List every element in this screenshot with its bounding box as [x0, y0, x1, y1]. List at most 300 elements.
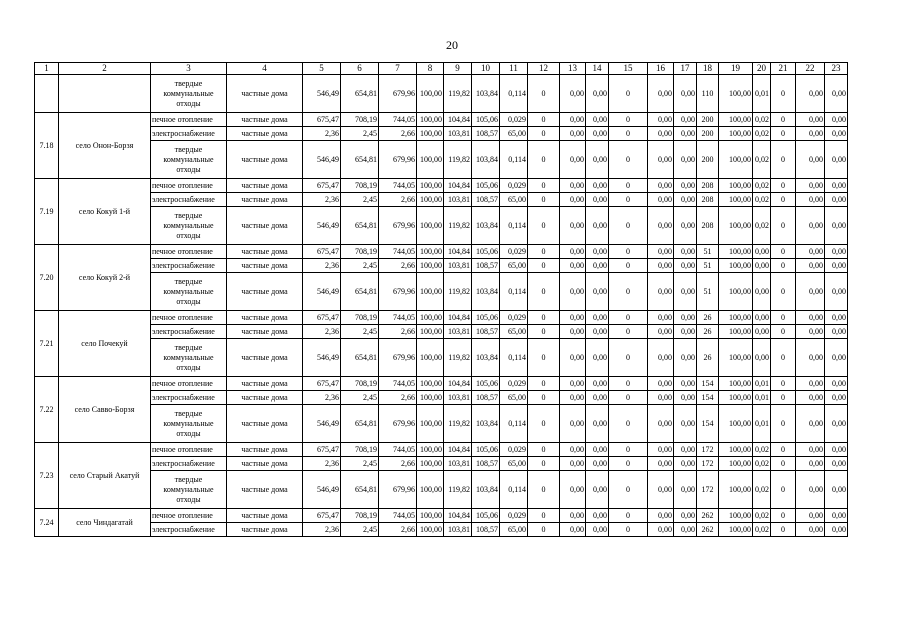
column-number: 18 — [697, 63, 719, 75]
table-cell: 108,57 — [472, 259, 500, 273]
consumer-category: частные дома — [227, 377, 303, 391]
table-cell: 0,02 — [753, 113, 771, 127]
settlement-name: село Чиндагатай — [59, 509, 151, 537]
table-cell: 108,57 — [472, 523, 500, 537]
table-cell: 0,00 — [796, 509, 825, 523]
table-cell: 100,00 — [417, 325, 444, 339]
table-cell: 0 — [771, 113, 796, 127]
table-cell: 0,00 — [586, 245, 609, 259]
service-type: электроснабжение — [151, 259, 227, 273]
table-cell: 100,00 — [719, 141, 753, 179]
table-cell: 0 — [771, 311, 796, 325]
table-cell: 0 — [609, 193, 648, 207]
table-cell: 679,96 — [379, 471, 417, 509]
table-cell: 0 — [771, 405, 796, 443]
service-type: твердые коммунальные отходы — [151, 75, 227, 113]
table-cell: 103,84 — [472, 405, 500, 443]
table-cell: 105,06 — [472, 245, 500, 259]
table-cell: 0,00 — [560, 259, 586, 273]
column-number: 7 — [379, 63, 417, 75]
table-cell: 0,00 — [586, 443, 609, 457]
table-cell: 2,45 — [341, 193, 379, 207]
service-type: электроснабжение — [151, 325, 227, 339]
column-number: 15 — [609, 63, 648, 75]
table-cell: 654,81 — [341, 75, 379, 113]
table-cell: 0,00 — [796, 259, 825, 273]
table-cell: 0,00 — [560, 325, 586, 339]
table-cell: 744,05 — [379, 245, 417, 259]
table-cell: 0,029 — [500, 113, 528, 127]
table-cell: 675,47 — [303, 113, 341, 127]
table-cell: 0 — [528, 443, 560, 457]
table-cell: 0 — [528, 523, 560, 537]
table-cell: 103,84 — [472, 207, 500, 245]
table-cell: 108,57 — [472, 325, 500, 339]
table-cell: 0,00 — [674, 141, 697, 179]
table-cell: 0,00 — [753, 311, 771, 325]
table-cell: 0,00 — [825, 259, 848, 273]
table-row — [35, 273, 848, 311]
table-cell: 0,00 — [674, 339, 697, 377]
table-cell: 154 — [697, 391, 719, 405]
table-cell: 104,84 — [444, 377, 472, 391]
table-cell: 0,00 — [674, 207, 697, 245]
tariff-table — [34, 62, 848, 537]
table-cell: 654,81 — [341, 471, 379, 509]
settlement-number: 7.18 — [35, 113, 59, 179]
table-cell: 0 — [609, 391, 648, 405]
table-cell: 104,84 — [444, 509, 472, 523]
consumer-category: частные дома — [227, 311, 303, 325]
table-cell: 679,96 — [379, 405, 417, 443]
table-cell: 2,45 — [341, 325, 379, 339]
table-cell: 0,00 — [825, 391, 848, 405]
table-cell: 108,57 — [472, 391, 500, 405]
table-cell: 100,00 — [417, 509, 444, 523]
table-cell: 0,00 — [674, 391, 697, 405]
table-cell: 0,00 — [825, 127, 848, 141]
table-cell: 708,19 — [341, 509, 379, 523]
table-cell: 0,00 — [560, 443, 586, 457]
table-cell: 0,00 — [586, 339, 609, 377]
table-cell: 26 — [697, 311, 719, 325]
table-cell: 0,00 — [825, 405, 848, 443]
table-cell: 0 — [528, 405, 560, 443]
table-cell: 0,02 — [753, 127, 771, 141]
table-cell: 51 — [697, 273, 719, 311]
table-cell: 0,029 — [500, 443, 528, 457]
table-cell: 0,01 — [753, 391, 771, 405]
table-cell: 0,00 — [753, 245, 771, 259]
table-cell: 65,00 — [500, 259, 528, 273]
table-cell: 0,00 — [825, 311, 848, 325]
table-cell: 546,49 — [303, 471, 341, 509]
table-cell: 654,81 — [341, 273, 379, 311]
column-number: 20 — [753, 63, 771, 75]
table-cell: 0 — [528, 273, 560, 311]
consumer-category: частные дома — [227, 141, 303, 179]
table-cell: 100,00 — [719, 311, 753, 325]
table-cell: 0,00 — [648, 509, 674, 523]
table-cell: 744,05 — [379, 443, 417, 457]
table-cell: 0,029 — [500, 509, 528, 523]
table-cell: 103,84 — [472, 273, 500, 311]
settlement-number — [35, 75, 59, 113]
table-cell: 0,01 — [753, 377, 771, 391]
table-cell: 0,00 — [674, 113, 697, 127]
table-cell: 0,02 — [753, 523, 771, 537]
service-type: печное отопление — [151, 443, 227, 457]
table-cell: 103,84 — [472, 141, 500, 179]
table-cell: 0,114 — [500, 75, 528, 113]
table-cell: 0 — [609, 339, 648, 377]
table-cell: 2,66 — [379, 457, 417, 471]
table-cell: 0,00 — [586, 377, 609, 391]
table-cell: 0,00 — [560, 141, 586, 179]
consumer-category: частные дома — [227, 471, 303, 509]
table-cell: 0,029 — [500, 311, 528, 325]
table-cell: 546,49 — [303, 207, 341, 245]
table-cell: 0,00 — [796, 405, 825, 443]
table-cell: 172 — [697, 443, 719, 457]
table-cell: 744,05 — [379, 113, 417, 127]
table-cell: 2,66 — [379, 325, 417, 339]
table-cell: 0,00 — [586, 127, 609, 141]
table-cell: 105,06 — [472, 509, 500, 523]
table-cell: 0,00 — [674, 377, 697, 391]
table-cell: 0,00 — [753, 259, 771, 273]
settlement-number: 7.20 — [35, 245, 59, 311]
table-cell: 0,00 — [825, 207, 848, 245]
table-cell: 0 — [609, 405, 648, 443]
column-number: 2 — [59, 63, 151, 75]
table-cell: 675,47 — [303, 509, 341, 523]
table-cell: 0,114 — [500, 471, 528, 509]
table-cell: 0,00 — [648, 457, 674, 471]
column-number: 14 — [586, 63, 609, 75]
table-cell: 0 — [528, 113, 560, 127]
table-cell: 0,00 — [586, 523, 609, 537]
service-type: твердые коммунальные отходы — [151, 405, 227, 443]
table-cell: 0 — [771, 245, 796, 259]
table-cell: 546,49 — [303, 339, 341, 377]
service-type: электроснабжение — [151, 127, 227, 141]
table-cell: 119,82 — [444, 339, 472, 377]
table-cell: 100,00 — [417, 471, 444, 509]
table-cell: 0,00 — [560, 273, 586, 311]
table-cell: 0,00 — [796, 179, 825, 193]
table-cell: 0 — [771, 273, 796, 311]
consumer-category: частные дома — [227, 405, 303, 443]
table-cell: 0,00 — [586, 207, 609, 245]
table-cell: 108,57 — [472, 193, 500, 207]
table-cell: 0,00 — [796, 339, 825, 377]
table-cell: 103,81 — [444, 523, 472, 537]
table-cell: 0,00 — [825, 443, 848, 457]
table-cell: 108,57 — [472, 127, 500, 141]
table-cell: 0,00 — [586, 311, 609, 325]
table-cell: 0 — [771, 471, 796, 509]
table-cell: 0 — [528, 127, 560, 141]
column-number: 3 — [151, 63, 227, 75]
table-cell: 100,00 — [417, 207, 444, 245]
table-cell: 2,36 — [303, 193, 341, 207]
table-cell: 0 — [771, 391, 796, 405]
table-cell: 0,00 — [825, 75, 848, 113]
consumer-category: частные дома — [227, 179, 303, 193]
table-cell: 100,00 — [719, 193, 753, 207]
table-cell: 65,00 — [500, 523, 528, 537]
table-cell: 679,96 — [379, 207, 417, 245]
column-number: 22 — [796, 63, 825, 75]
table-cell: 0,00 — [648, 325, 674, 339]
table-cell: 0 — [609, 377, 648, 391]
table-cell: 0,114 — [500, 141, 528, 179]
table-cell: 51 — [697, 259, 719, 273]
table-cell: 100,00 — [417, 405, 444, 443]
table-cell: 0,01 — [753, 405, 771, 443]
consumer-category: частные дома — [227, 127, 303, 141]
table-cell: 119,82 — [444, 273, 472, 311]
table-row — [35, 457, 848, 471]
table-cell: 0,02 — [753, 471, 771, 509]
table-cell: 105,06 — [472, 377, 500, 391]
table-cell: 2,45 — [341, 127, 379, 141]
table-cell: 100,00 — [417, 245, 444, 259]
table-cell: 0,00 — [560, 509, 586, 523]
table-cell: 0,02 — [753, 443, 771, 457]
table-cell: 675,47 — [303, 179, 341, 193]
table-cell: 104,84 — [444, 113, 472, 127]
table-cell: 0,00 — [796, 311, 825, 325]
table-cell: 172 — [697, 471, 719, 509]
table-cell: 65,00 — [500, 193, 528, 207]
table-cell: 0,00 — [674, 457, 697, 471]
table-cell: 100,00 — [719, 377, 753, 391]
table-cell: 0,00 — [674, 273, 697, 311]
table-cell: 172 — [697, 457, 719, 471]
table-cell: 0,00 — [796, 325, 825, 339]
table-cell: 2,66 — [379, 523, 417, 537]
table-cell: 0 — [771, 127, 796, 141]
table-cell: 0,00 — [674, 127, 697, 141]
table-cell: 0,00 — [753, 273, 771, 311]
table-cell: 0 — [609, 523, 648, 537]
table-cell: 208 — [697, 179, 719, 193]
table-cell: 546,49 — [303, 273, 341, 311]
table-cell: 0,00 — [796, 113, 825, 127]
table-cell: 100,00 — [719, 259, 753, 273]
table-cell: 100,00 — [719, 339, 753, 377]
table-cell: 26 — [697, 325, 719, 339]
consumer-category: частные дома — [227, 113, 303, 127]
table-cell: 654,81 — [341, 339, 379, 377]
column-number: 6 — [341, 63, 379, 75]
table-cell: 0,02 — [753, 193, 771, 207]
table-cell: 105,06 — [472, 311, 500, 325]
table-cell: 0,00 — [648, 471, 674, 509]
table-cell: 0,00 — [674, 259, 697, 273]
table-cell: 675,47 — [303, 311, 341, 325]
table-cell: 100,00 — [719, 405, 753, 443]
table-cell: 0 — [528, 311, 560, 325]
table-cell: 0,00 — [560, 245, 586, 259]
table-cell: 0,00 — [648, 127, 674, 141]
table-cell: 708,19 — [341, 311, 379, 325]
column-number: 4 — [227, 63, 303, 75]
table-cell: 0,00 — [648, 443, 674, 457]
table-cell: 0,00 — [586, 193, 609, 207]
table-cell: 0,00 — [648, 75, 674, 113]
table-cell: 104,84 — [444, 245, 472, 259]
table-cell: 0,00 — [796, 391, 825, 405]
table-cell: 0 — [609, 141, 648, 179]
table-cell: 0,00 — [648, 405, 674, 443]
table-cell: 104,84 — [444, 179, 472, 193]
consumer-category: частные дома — [227, 523, 303, 537]
table-cell: 0 — [609, 311, 648, 325]
table-cell: 0 — [771, 457, 796, 471]
table-cell: 2,36 — [303, 325, 341, 339]
table-cell: 0,00 — [586, 75, 609, 113]
table-cell: 154 — [697, 377, 719, 391]
table-cell: 65,00 — [500, 325, 528, 339]
table-cell: 675,47 — [303, 443, 341, 457]
table-cell: 2,66 — [379, 127, 417, 141]
table-cell: 0,00 — [586, 509, 609, 523]
table-cell: 0,02 — [753, 141, 771, 179]
table-cell: 103,81 — [444, 259, 472, 273]
settlement-name — [59, 75, 151, 113]
consumer-category: частные дома — [227, 325, 303, 339]
table-cell: 0,00 — [753, 339, 771, 377]
table-cell: 0,00 — [648, 113, 674, 127]
table-cell: 0,00 — [796, 75, 825, 113]
table-cell: 0,00 — [586, 471, 609, 509]
table-cell: 103,81 — [444, 457, 472, 471]
table-cell: 675,47 — [303, 377, 341, 391]
table-cell: 0 — [609, 75, 648, 113]
table-cell: 100,00 — [417, 391, 444, 405]
table-cell: 2,36 — [303, 127, 341, 141]
table-cell: 0 — [528, 509, 560, 523]
table-cell: 119,82 — [444, 207, 472, 245]
table-cell: 103,81 — [444, 325, 472, 339]
consumer-category: частные дома — [227, 443, 303, 457]
table-cell: 546,49 — [303, 75, 341, 113]
column-number: 21 — [771, 63, 796, 75]
settlement-name: село Кокуй 1-й — [59, 179, 151, 245]
table-cell: 0 — [609, 259, 648, 273]
service-type: твердые коммунальные отходы — [151, 207, 227, 245]
table-cell: 2,66 — [379, 193, 417, 207]
table-cell: 2,36 — [303, 391, 341, 405]
table-cell: 100,00 — [417, 339, 444, 377]
consumer-category: частные дома — [227, 509, 303, 523]
table-cell: 100,00 — [719, 273, 753, 311]
table-cell: 100,00 — [417, 523, 444, 537]
table-cell: 2,36 — [303, 259, 341, 273]
table-cell: 654,81 — [341, 405, 379, 443]
table-cell: 51 — [697, 245, 719, 259]
table-cell: 0,029 — [500, 377, 528, 391]
table-cell: 708,19 — [341, 443, 379, 457]
table-cell: 0 — [528, 457, 560, 471]
table-cell: 0 — [771, 179, 796, 193]
table-cell: 0,00 — [648, 141, 674, 179]
table-cell: 0,00 — [560, 179, 586, 193]
table-cell: 0,00 — [674, 523, 697, 537]
table-cell: 744,05 — [379, 509, 417, 523]
table-cell: 104,84 — [444, 443, 472, 457]
table-cell: 105,06 — [472, 113, 500, 127]
table-cell: 0,00 — [825, 113, 848, 127]
table-row — [35, 443, 848, 457]
table-cell: 0 — [771, 509, 796, 523]
table-cell: 0,00 — [560, 113, 586, 127]
table-cell: 0,00 — [825, 377, 848, 391]
table-cell: 0,00 — [560, 311, 586, 325]
table-cell: 744,05 — [379, 311, 417, 325]
table-cell: 119,82 — [444, 471, 472, 509]
table-cell: 100,00 — [417, 457, 444, 471]
table-cell: 0,00 — [825, 471, 848, 509]
service-type: электроснабжение — [151, 457, 227, 471]
table-cell: 119,82 — [444, 75, 472, 113]
table-cell: 0,00 — [648, 179, 674, 193]
table-cell: 0,01 — [753, 75, 771, 113]
table-cell: 100,00 — [719, 179, 753, 193]
table-row — [35, 75, 848, 113]
column-number: 16 — [648, 63, 674, 75]
consumer-category: частные дома — [227, 75, 303, 113]
table-row — [35, 339, 848, 377]
table-cell: 0,00 — [796, 457, 825, 471]
table-cell: 0,00 — [796, 141, 825, 179]
table-cell: 65,00 — [500, 127, 528, 141]
table-cell: 100,00 — [417, 259, 444, 273]
column-number: 8 — [417, 63, 444, 75]
table-cell: 262 — [697, 523, 719, 537]
settlement-name: село Кокуй 2-й — [59, 245, 151, 311]
settlement-name: село Онон-Борзя — [59, 113, 151, 179]
table-cell: 0,00 — [796, 127, 825, 141]
consumer-category: частные дома — [227, 207, 303, 245]
table-cell: 0,00 — [560, 405, 586, 443]
table-cell: 744,05 — [379, 179, 417, 193]
table-cell: 100,00 — [719, 443, 753, 457]
table-cell: 100,00 — [417, 311, 444, 325]
table-cell: 0,00 — [674, 325, 697, 339]
table-cell: 675,47 — [303, 245, 341, 259]
table-cell: 154 — [697, 405, 719, 443]
table-cell: 108,57 — [472, 457, 500, 471]
table-cell: 0,00 — [796, 471, 825, 509]
settlement-name: село Старый Акатуй — [59, 443, 151, 509]
column-number: 12 — [528, 63, 560, 75]
table-cell: 0,00 — [674, 405, 697, 443]
table-cell: 0 — [609, 127, 648, 141]
table-cell: 708,19 — [341, 377, 379, 391]
table-cell: 679,96 — [379, 75, 417, 113]
consumer-category: частные дома — [227, 273, 303, 311]
table-cell: 100,00 — [719, 523, 753, 537]
table-cell: 26 — [697, 339, 719, 377]
table-cell: 0,00 — [796, 523, 825, 537]
table-cell: 0,00 — [648, 523, 674, 537]
service-type: электроснабжение — [151, 193, 227, 207]
table-cell: 104,84 — [444, 311, 472, 325]
